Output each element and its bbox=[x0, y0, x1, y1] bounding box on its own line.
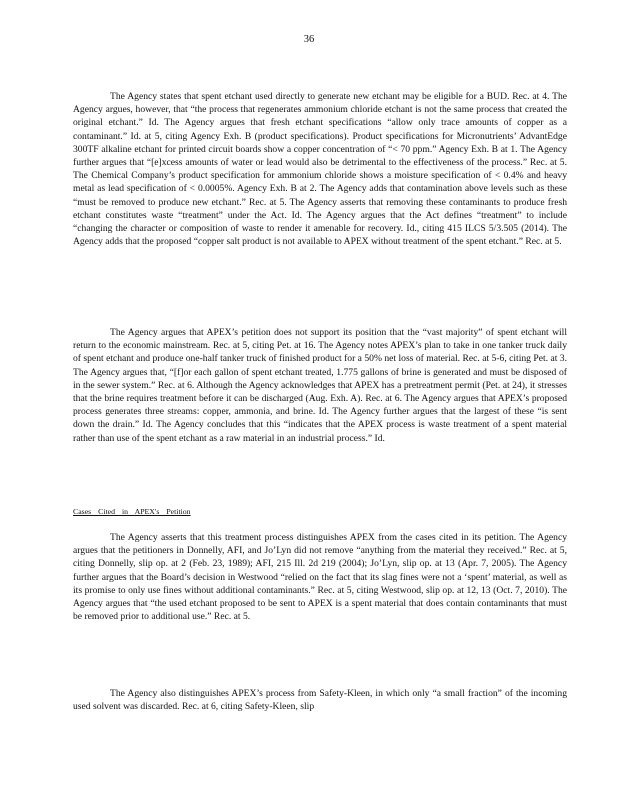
paragraph-bud-eligibility bbox=[73, 90, 567, 248]
page-number: 36 bbox=[303, 34, 315, 45]
paragraph-text: The Agency argues that APEX’s petition does not support its position that the “vast majority” of spent etchant will return to the economic mainstream. Rec. at 5, citing Pet. at 16. The Agency notes APEX’s plan to take in one tanker truck daily of spent etchant and produce one-half tanker truck of finished product for a 50% net loss of material. Rec. at 5-6, citing Pet. at 3. The Agency argues that, “[f]or each gallon of spent etchant treated, 1.775 gallons of brine is generated and must be disposed of in the sewer system.” Rec. at 6. Although the Agency acknowledges that APEX has a pretreatment permit (Pet. at 24), it stresses that the brine requires treatment before it can be discharged (Aug. Exh. A). Rec. at 6. The Agency argues that APEX’s proposed process generates three streams: copper, ammonia, and brine. Id. The Agency further argues that the largest of these “is sent down the drain.” Id. The Agency concludes that this “indicates that the APEX process is waste treatment of a spent material rather than use of the spent etchant as a raw material in an industrial process.” Id. bbox=[73, 327, 567, 444]
paragraph-text: The Agency also distinguishes APEX’s process from Safety-Kleen, in which only “a small fraction” of the incoming used solvent was discarded. Rec. at 6, citing Safety-Kleen, slip bbox=[73, 688, 567, 713]
paragraph-economic-mainstream bbox=[73, 326, 567, 445]
paragraph-text: The Agency states that spent etchant used directly to generate new etchant may be eligible for a BUD. Rec. at 4. The Agency argues, however, that “the process that regenerates ammonium chloride etchant is not the same process that created the original etchant.” Id. The Agency argues that fresh etchant specifications “allow only trace amounts of copper as a contaminant.” Id. at 5, citing Agency Exh. B (product specifications). Product specifications for Micronutrients’ AdvantEdge 300TF alkaline etchant for printed circuit boards show a copper concentration of “< 70 ppm.” Agency Exh. B at 1. The Agency further argues that “[e]xcess amounts of water or lead would also be detrimental to the effectiveness of the process.” Rec. at 5. The Chemical Company’s product specification for ammonium chloride shows a moisture specification of < 0.4% and heavy metal as lead specification of < 0.0005%. Agency Exh. B at 2. The Agency adds that contamination above levels such as these “must be removed to produce new etchant.” Rec. at 5. The Agency asserts that removing these contaminants to produce fresh etchant constitutes waste “treatment” under the Act. Id. The Agency argues that the Act defines “treatment” to include “changing the character or composition of waste to render it amenable for recovery. Id., citing 415 ILCS 5/3.505 (2014). The Agency adds that the proposed “copper salt product is not available to APEX without treatment of the spent etchant.” Rec. at 5. bbox=[73, 91, 567, 248]
section-heading: Cases Cited in APEX's Petition bbox=[73, 507, 191, 516]
paragraph-text: The Agency asserts that this treatment process distinguishes APEX from the cases cited in its petition. The Agency argues that the petitioners in Donnelly, AFI, and Jo’Lyn did not remove “anything from the material they received.” Rec. at 5, citing Donnelly, slip op. at 2 (Feb. 23, 1989); AFI, 215 Ill. 2d 219 (2004); Jo’Lyn, slip op. at 13 (Apr. 7, 2005). The Agency further argues that the Board’s decision in Westwood “relied on the fact that its slag fines were not a ‘spent’ material, as well as its promise to only use fines without additional contaminants.” Rec. at 5, citing Westwood, slip op. at 12, 13 (Oct. 7, 2010). The Agency argues that “the used etchant proposed to be sent to APEX is a spent material that does contain contaminants that must be removed prior to additional use.” Rec. at 5. bbox=[73, 532, 567, 623]
paragraph-safety-kleen bbox=[73, 687, 567, 713]
paragraph-cases-distinguished bbox=[73, 531, 567, 623]
